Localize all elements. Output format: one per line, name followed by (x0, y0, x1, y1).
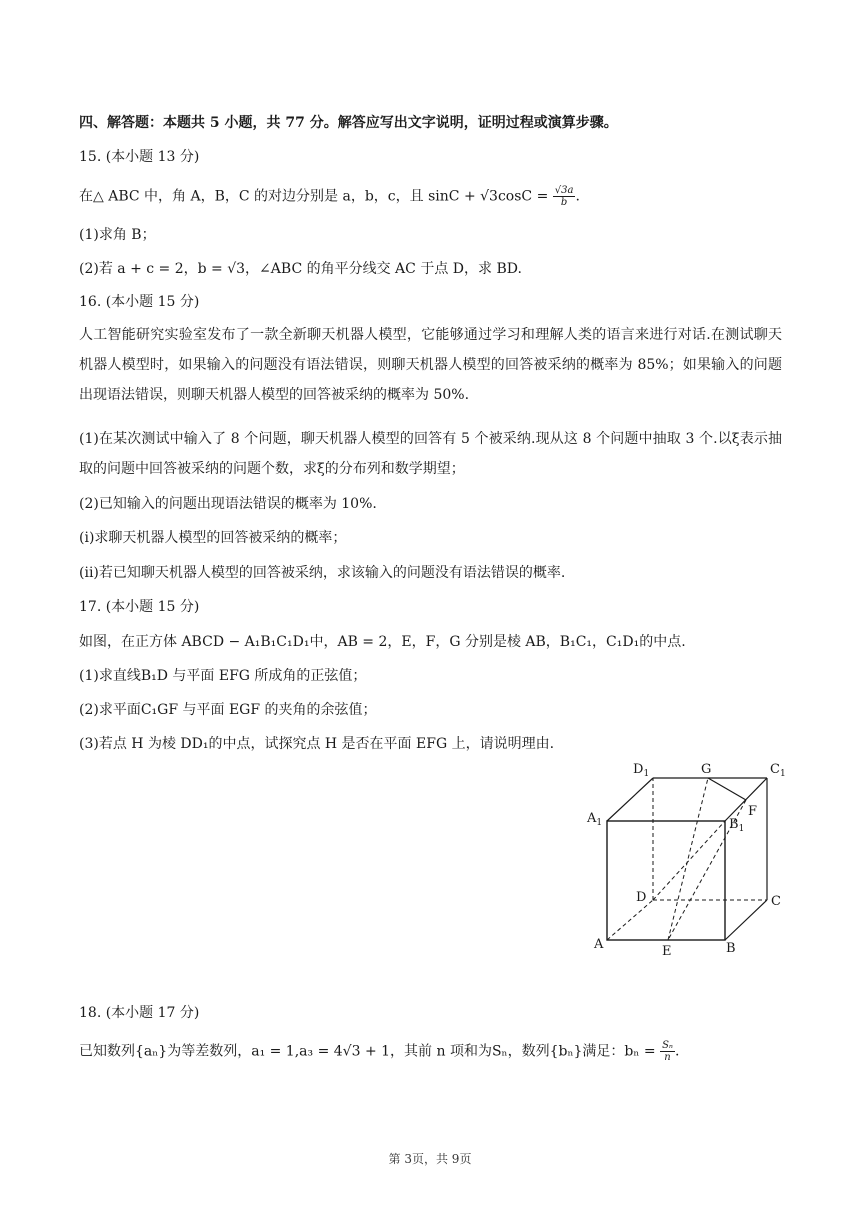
q18-stem-end: . (674, 1043, 680, 1060)
front-face (607, 821, 725, 940)
q17-part1: (1)求直线B₁D 与平面 EFG 所成角的正弦值； (79, 668, 367, 684)
page-footer: 第 3页，共 9页 (388, 1152, 472, 1166)
q17-part3: (3)若点 H 为棱 DD₁的中点，试探究点 H 是否在平面 EFG 上，请说明理由. (79, 736, 555, 752)
q15-fraction-numerator: √3a (554, 185, 574, 196)
q16-part2-ii: (ii)若已知聊天机器人模型的回答被采纳，求该输入的问题没有语法错误的概率. (79, 565, 566, 581)
edge-A-D (607, 900, 653, 940)
label-B1: $B_1$ (729, 817, 745, 834)
q18-stem-text: 已知数列{aₙ}为等差数列，a₁ = 1,a₃ = 4√3 + 1，其前 n 项和为Sₙ，数列{bₙ}满足：bₙ = (79, 1043, 661, 1060)
q18-fraction-denominator: n (664, 1052, 671, 1063)
q16-part2-i: (i)求聊天机器人模型的回答被采纳的概率； (79, 530, 347, 546)
label-G: G (701, 762, 712, 777)
q16-stem: 人工智能研究实验室发布了一款全新聊天机器人模型，它能够通过学习和理解人类的语言来进行对话.在测试聊天机器人模型时，如果输入的问题没有语法错误，则聊天机器人模型的回答被采纳的概率为 85%；如果输入的问题出现语法错误，则聊天机器人模型的回答被采纳的概率为 50%. (79, 327, 782, 403)
label-C1: $C_1$ (770, 762, 786, 779)
label-F: F (748, 804, 758, 819)
q16-part2: (2)已知输入的问题出现语法错误的概率为 10%. (79, 496, 377, 512)
q17-header: 17. (本小题 15 分) (79, 599, 200, 615)
line-E-G (668, 778, 708, 940)
q15-stem-text: 在△ ABC 中，角 A，B，C 的对边分别是 a，b，c，且 sinC + √3cosC = (79, 188, 553, 205)
label-E: E (662, 944, 672, 959)
q15-part1: (1)求角 B； (79, 227, 156, 243)
q15-stem (79, 185, 580, 208)
label-C: C (771, 894, 781, 909)
q15-fraction (553, 185, 576, 208)
q18-fraction (660, 1040, 675, 1063)
q15-part2: (2)若 a + c = 2，b = √3，∠ABC 的角平分线交 AC 于点 D，求 BD. (79, 261, 522, 277)
q16-part1: (1)在某次测试中输入了 8 个问题，聊天机器人模型的回答有 5 个被采纳.现从这 8 个问题中抽取 3 个.以ξ表示抽取的问题中回答被采纳的问题个数，求ξ的分布列和数学期望； (79, 431, 782, 477)
edge-B-C (725, 900, 767, 940)
label-D: D (636, 890, 647, 905)
q15-stem-end: . (575, 188, 580, 205)
q18-stem (79, 1040, 679, 1063)
section-heading: 四、解答题：本题共 5 小题，共 77 分。解答应写出文字说明，证明过程或演算步骤。 (79, 115, 618, 131)
q17-stem: 如图，在正方体 ABCD − A₁B₁C₁D₁中，AB = 2，E，F，G 分别是棱 AB，B₁C₁，C₁D₁的中点. (79, 634, 686, 650)
line-D-B1 (653, 821, 725, 900)
q18-fraction-numerator: Sₙ (662, 1040, 673, 1051)
edge-A1-D1 (607, 778, 653, 821)
label-D1: $D_1$ (633, 762, 650, 779)
q15-header: 15. (本小题 13 分) (79, 149, 200, 165)
label-A: A (594, 937, 604, 952)
q17-part2: (2)求平面C₁GF 与平面 EGF 的夹角的余弦值； (79, 702, 377, 718)
q18-header: 18. (本小题 17 分) (79, 1005, 200, 1021)
line-G-F (708, 778, 746, 800)
label-A1: $A_1$ (587, 811, 603, 828)
label-B: B (726, 941, 736, 956)
q15-fraction-denominator: b (560, 197, 568, 208)
cube-figure (580, 755, 795, 965)
q16-header: 16. (本小题 15 分) (79, 294, 200, 310)
